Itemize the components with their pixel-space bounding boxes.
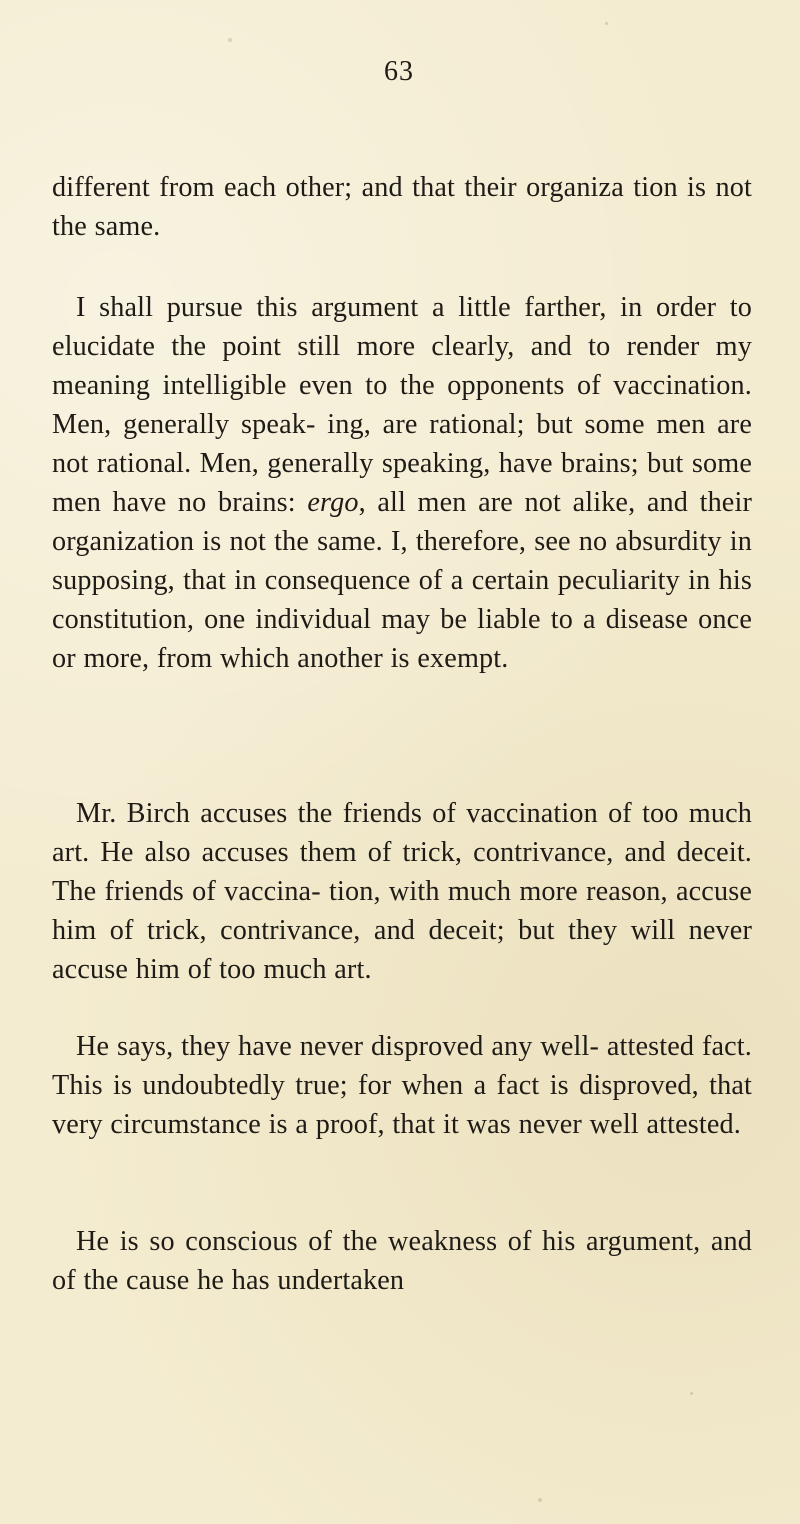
paper-speck (228, 38, 232, 42)
paper-speck (605, 22, 608, 25)
paragraph-2-text (52, 288, 752, 678)
paragraph-1-text: different from each other; and that their organiza tion is not the same. (52, 172, 752, 242)
paragraph-argument (52, 288, 752, 678)
latin-ergo: ergo (307, 487, 359, 518)
paragraph-5-text: He is so conscious of the weakness of his argument, and of the cause he has undertaken (52, 1226, 752, 1296)
paragraph-2-part-1: I shall pursue this argument a little farther, in order to elucidate the point still more clearly, and to render my meaning intelligible even to the opponents of vaccination. Men, generally speak- ing, are rational; but some men are not rational. Men, generally speaking, have brains; but some men have no brains: (52, 292, 752, 518)
paper-speck (538, 1498, 542, 1502)
paragraph-weakness (52, 1222, 752, 1300)
paragraph-4-text: He says, they have never disproved any well- attested fact. This is undoubtedly true; for when a fact is disproved, that very circumstance is a proof, that it was never well attested. (52, 1031, 752, 1140)
paragraph-birch (52, 794, 752, 989)
paragraph-continuation (52, 168, 752, 246)
paper-speck (690, 1392, 693, 1395)
paragraph-2-part-2: , all men are not alike, and their organization is not the same. I, therefore, see no absurdity in supposing, that in consequence of a certain peculiarity in his constitution, one individual may be liable to a disease once or more, from which another is exempt. (52, 487, 752, 674)
paragraph-disproved (52, 1027, 752, 1144)
paragraph-3-text: Mr. Birch accuses the friends of vaccination of too much art. He also accuses them of trick, contrivance, and deceit. The friends of vaccina- tion, with much more reason, accuse him of trick, contrivance, and deceit; but they will never accuse him of too much art. (52, 798, 752, 985)
page-number: 63 (384, 56, 414, 87)
